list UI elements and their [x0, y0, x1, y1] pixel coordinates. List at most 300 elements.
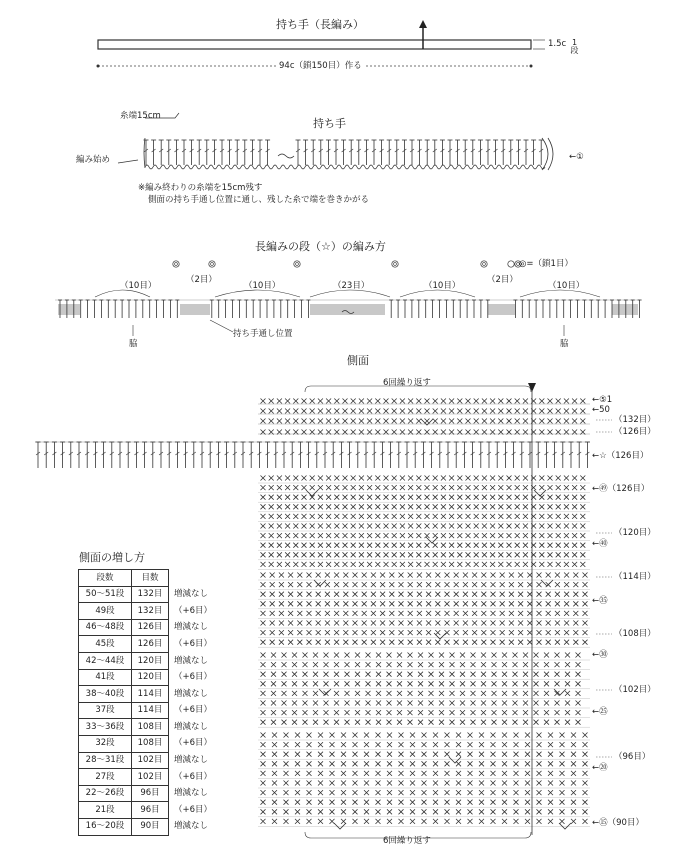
sc-stitch — [457, 504, 462, 509]
sc-stitch — [482, 543, 487, 548]
sc-stitch — [560, 752, 565, 757]
sc-stitch — [376, 672, 381, 677]
handle-thickness-label: 1.5c — [548, 39, 567, 49]
table-row — [79, 669, 216, 686]
sc-stitch — [534, 681, 539, 686]
sc-stitch — [539, 476, 544, 481]
sc-stitch — [318, 781, 323, 786]
sc-stitch — [463, 592, 468, 597]
table-cell: （+6目） — [174, 804, 213, 815]
sc-stitch — [572, 504, 577, 509]
sc-stitch — [376, 653, 381, 658]
dc-stitch — [519, 442, 524, 468]
table-cell: 114目 — [132, 702, 169, 719]
sc-stitch — [450, 653, 455, 658]
sc-stitch — [445, 733, 450, 738]
sc-stitch — [416, 399, 421, 404]
dc-stitch — [462, 442, 467, 468]
sc-stitch — [498, 552, 503, 557]
sc-stitch — [269, 409, 274, 414]
sc-stitch — [466, 409, 471, 414]
sc-stitch — [326, 485, 331, 490]
sc-stitch — [307, 819, 312, 824]
sc-stitch — [416, 524, 421, 529]
sc-stitch — [518, 582, 523, 587]
sc-stitch — [537, 573, 542, 578]
sc-stitch — [572, 430, 577, 435]
sc-stitch — [573, 630, 578, 635]
sc-stitch — [330, 771, 335, 776]
sc-stitch — [380, 601, 385, 606]
sc-stitch — [509, 640, 514, 645]
sc-stitch — [472, 573, 477, 578]
sc-stitch — [472, 611, 477, 616]
sc-stitch — [341, 790, 346, 795]
dc-stitch — [347, 442, 352, 468]
sc-stitch — [307, 752, 312, 757]
sc-stitch — [334, 573, 339, 578]
sc-stitch — [556, 430, 561, 435]
sc-stitch — [514, 761, 519, 766]
sc-stitch — [481, 582, 486, 587]
sc-stitch — [546, 611, 551, 616]
sc-stitch — [454, 573, 459, 578]
sc-stitch — [367, 552, 372, 557]
sc-stitch — [343, 485, 348, 490]
sc-stitch — [277, 430, 282, 435]
sc-stitch — [307, 809, 312, 814]
sc-stitch — [565, 701, 570, 706]
sc-stitch — [325, 592, 330, 597]
sc-stitch — [285, 430, 290, 435]
side-row-label: （108目） — [614, 629, 656, 639]
sc-stitch — [565, 720, 570, 725]
sc-stitch — [376, 710, 381, 715]
sc-stitch — [457, 524, 462, 529]
sc-stitch — [376, 733, 381, 738]
sc-stitch — [417, 640, 422, 645]
table-cell: （+6目） — [174, 771, 213, 782]
sc-stitch — [310, 533, 315, 538]
side-row-label: ←㉕ — [592, 707, 608, 717]
sc-stitch — [544, 720, 549, 725]
sc-stitch — [325, 582, 330, 587]
side-row-label: （120目） — [614, 528, 656, 538]
sc-stitch — [318, 761, 323, 766]
sc-stitch — [417, 621, 422, 626]
sc-stitch — [525, 752, 530, 757]
sc-stitch — [515, 504, 520, 509]
sc-stitch — [279, 630, 284, 635]
sc-stitch — [351, 514, 356, 519]
sc-stitch — [474, 409, 479, 414]
sc-stitch — [387, 701, 392, 706]
sc-stitch — [400, 495, 405, 500]
dc-stitch — [60, 442, 65, 468]
sc-stitch — [325, 621, 330, 626]
dc-stitch — [68, 442, 73, 468]
sc-stitch — [498, 430, 503, 435]
sc-stitch — [318, 430, 323, 435]
sc-stitch — [353, 809, 358, 814]
sc-stitch — [261, 621, 266, 626]
sc-stitch — [400, 533, 405, 538]
sc-stitch — [261, 504, 266, 509]
sc-stitch — [474, 533, 479, 538]
dc-stitch — [413, 442, 418, 468]
sc-stitch — [279, 640, 284, 645]
sc-stitch — [490, 543, 495, 548]
sc-stitch — [463, 573, 468, 578]
sc-stitch — [318, 476, 323, 481]
sc-stitch — [307, 582, 312, 587]
sc-stitch — [282, 672, 287, 677]
sc-stitch — [362, 601, 367, 606]
sc-stitch — [537, 733, 542, 738]
sc-stitch — [288, 601, 293, 606]
sc-stitch — [410, 790, 415, 795]
sc-stitch — [400, 430, 405, 435]
sc-stitch — [416, 430, 421, 435]
sc-stitch — [500, 573, 505, 578]
sc-stitch — [316, 592, 321, 597]
sc-stitch — [343, 573, 348, 578]
sc-stitch — [433, 771, 438, 776]
sc-stitch — [433, 495, 438, 500]
sc-stitch — [295, 742, 300, 747]
sc-stitch — [492, 662, 497, 667]
sc-stitch — [491, 771, 496, 776]
sc-stitch — [482, 430, 487, 435]
sc-stitch — [261, 790, 266, 795]
sc-stitch — [295, 781, 300, 786]
sc-stitch — [466, 514, 471, 519]
dc-row-title: 長編みの段（☆）の編み方 — [255, 240, 386, 253]
sc-stitch — [460, 672, 465, 677]
sc-stitch — [334, 592, 339, 597]
sc-stitch — [491, 573, 496, 578]
sc-stitch — [384, 533, 389, 538]
dc-gap-6: （2目） — [487, 275, 518, 285]
sc-stitch — [380, 621, 385, 626]
sc-stitch — [345, 681, 350, 686]
sc-stitch — [366, 681, 371, 686]
sc-stitch — [343, 562, 348, 567]
sc-stitch — [366, 662, 371, 667]
sc-stitch — [454, 640, 459, 645]
sc-stitch — [426, 592, 431, 597]
sc-stitch — [422, 742, 427, 747]
sc-stitch — [546, 640, 551, 645]
sc-stitch — [571, 761, 576, 766]
sc-stitch — [472, 592, 477, 597]
sc-stitch — [307, 573, 312, 578]
sc-stitch — [449, 562, 454, 567]
sc-stitch — [261, 601, 266, 606]
sc-stitch — [408, 504, 413, 509]
sc-stitch — [408, 640, 413, 645]
sc-stitch — [392, 430, 397, 435]
sc-stitch — [302, 552, 307, 557]
sc-stitch — [457, 533, 462, 538]
table-row — [79, 818, 216, 835]
sc-stitch — [555, 681, 560, 686]
sc-stitch — [500, 611, 505, 616]
sc-stitch — [435, 640, 440, 645]
dc-gap-1: （10目） — [120, 281, 157, 291]
sc-stitch — [400, 409, 405, 414]
sc-stitch — [387, 819, 392, 824]
sc-stitch — [292, 672, 297, 677]
sc-stitch — [310, 552, 315, 557]
sc-stitch — [474, 399, 479, 404]
sc-stitch — [417, 630, 422, 635]
increase-mark — [434, 633, 446, 639]
sc-stitch — [583, 752, 588, 757]
sc-stitch — [565, 691, 570, 696]
sc-stitch — [429, 681, 434, 686]
sc-stitch — [384, 430, 389, 435]
sc-stitch — [416, 495, 421, 500]
sc-stitch — [307, 733, 312, 738]
sc-stitch — [418, 691, 423, 696]
sc-stitch — [518, 621, 523, 626]
dc-stitch — [421, 442, 426, 468]
sc-stitch — [359, 543, 364, 548]
sc-stitch — [316, 573, 321, 578]
sc-stitch — [408, 562, 413, 567]
sc-stitch — [410, 819, 415, 824]
sc-stitch — [527, 592, 532, 597]
sc-stitch — [523, 476, 528, 481]
dc-stitch — [257, 442, 262, 468]
sc-stitch — [537, 601, 542, 606]
sc-stitch — [399, 630, 404, 635]
sc-stitch — [371, 630, 376, 635]
table-cell: 増減なし — [174, 788, 209, 799]
sc-stitch — [515, 514, 520, 519]
sc-stitch — [471, 662, 476, 667]
sc-stitch — [548, 543, 553, 548]
sc-stitch — [400, 543, 405, 548]
sc-stitch — [353, 761, 358, 766]
sc-stitch — [261, 809, 266, 814]
sc-stitch — [392, 543, 397, 548]
sc-stitch — [416, 476, 421, 481]
sc-stitch — [384, 485, 389, 490]
sc-stitch — [389, 630, 394, 635]
sc-stitch — [408, 653, 413, 658]
sc-stitch — [277, 524, 282, 529]
handle-title: 持ち手（長編み） — [276, 18, 364, 31]
sc-stitch — [450, 720, 455, 725]
sc-stitch — [548, 552, 553, 557]
sc-stitch — [518, 573, 523, 578]
sc-stitch — [408, 533, 413, 538]
sc-stitch — [518, 601, 523, 606]
table-cell: （+6目） — [174, 738, 213, 749]
sc-stitch — [272, 819, 277, 824]
sc-stitch — [435, 582, 440, 587]
sc-stitch — [380, 630, 385, 635]
dc-stitch — [569, 442, 574, 468]
sc-stitch — [498, 524, 503, 529]
sc-stitch — [548, 752, 553, 757]
sc-stitch — [416, 533, 421, 538]
sc-stitch — [556, 409, 561, 414]
sc-stitch — [341, 761, 346, 766]
sc-stitch — [555, 653, 560, 658]
sc-stitch — [539, 533, 544, 538]
sc-stitch — [269, 524, 274, 529]
sc-stitch — [576, 691, 581, 696]
sc-stitch — [482, 409, 487, 414]
sc-stitch — [277, 504, 282, 509]
sc-stitch — [481, 681, 486, 686]
table-cell: 16〜20段 — [79, 818, 132, 835]
sc-stitch — [345, 691, 350, 696]
sc-stitch — [302, 504, 307, 509]
dc-stitch — [134, 442, 139, 468]
sc-stitch — [498, 476, 503, 481]
sc-stitch — [573, 601, 578, 606]
handle-width-label: 94c（鎖150目）作る — [276, 62, 365, 71]
sc-stitch — [366, 701, 371, 706]
sc-stitch — [463, 582, 468, 587]
dc-stitch — [536, 442, 541, 468]
sc-stitch — [261, 524, 266, 529]
table-row — [79, 702, 216, 719]
sc-stitch — [334, 409, 339, 414]
sc-stitch — [330, 752, 335, 757]
sc-stitch — [491, 781, 496, 786]
sc-stitch — [288, 621, 293, 626]
sc-stitch — [491, 640, 496, 645]
sc-stitch — [583, 781, 588, 786]
sc-stitch — [324, 662, 329, 667]
sc-stitch — [466, 533, 471, 538]
sc-stitch — [270, 601, 275, 606]
sc-stitch — [433, 543, 438, 548]
sc-stitch — [367, 533, 372, 538]
sc-stitch — [351, 495, 356, 500]
sc-stitch — [460, 691, 465, 696]
sc-stitch — [572, 514, 577, 519]
sc-stitch — [546, 592, 551, 597]
sc-stitch — [387, 790, 392, 795]
sc-stitch — [392, 524, 397, 529]
sc-stitch — [433, 552, 438, 557]
sc-stitch — [580, 533, 585, 538]
sc-stitch — [307, 640, 312, 645]
sc-stitch — [366, 720, 371, 725]
sc-stitch — [556, 485, 561, 490]
sc-stitch — [468, 790, 473, 795]
sc-stitch — [392, 419, 397, 424]
sc-stitch — [318, 742, 323, 747]
sc-stitch — [313, 701, 318, 706]
sc-stitch — [456, 742, 461, 747]
sc-stitch — [261, 485, 266, 490]
sc-stitch — [472, 582, 477, 587]
sc-stitch — [445, 601, 450, 606]
table-cell: 増減なし — [174, 589, 209, 600]
sc-stitch — [277, 543, 282, 548]
dc-stitch — [142, 442, 147, 468]
sc-stitch — [362, 611, 367, 616]
sc-stitch — [364, 733, 369, 738]
sc-stitch — [572, 485, 577, 490]
sc-stitch — [353, 592, 358, 597]
sc-stitch — [307, 761, 312, 766]
side-row-label: （102目） — [614, 685, 656, 695]
sc-stitch — [359, 562, 364, 567]
sc-stitch — [445, 621, 450, 626]
sc-stitch — [367, 485, 372, 490]
sc-stitch — [272, 761, 277, 766]
sc-stitch — [392, 399, 397, 404]
sc-stitch — [384, 504, 389, 509]
sc-stitch — [318, 800, 323, 805]
sc-stitch — [324, 672, 329, 677]
sc-stitch — [353, 819, 358, 824]
sc-stitch — [474, 524, 479, 529]
sc-stitch — [399, 640, 404, 645]
sc-stitch — [261, 533, 266, 538]
sc-stitch — [417, 601, 422, 606]
sc-stitch — [293, 514, 298, 519]
dc-stitch — [126, 442, 131, 468]
sc-stitch — [507, 476, 512, 481]
sc-stitch — [375, 409, 380, 414]
sc-stitch — [392, 504, 397, 509]
sc-stitch — [334, 533, 339, 538]
sc-stitch — [548, 495, 553, 500]
sc-stitch — [583, 582, 588, 587]
sc-stitch — [292, 681, 297, 686]
table-cell: 114目 — [132, 686, 169, 703]
sc-stitch — [422, 752, 427, 757]
sc-stitch — [507, 419, 512, 424]
repeat-bracket-top — [305, 386, 531, 392]
sc-stitch — [284, 790, 289, 795]
sc-stitch — [416, 419, 421, 424]
sc-stitch — [441, 409, 446, 414]
sc-stitch — [439, 653, 444, 658]
sc-stitch — [269, 476, 274, 481]
sc-stitch — [277, 409, 282, 414]
sc-stitch — [408, 720, 413, 725]
sc-stitch — [318, 752, 323, 757]
sc-stitch — [439, 691, 444, 696]
sc-stitch — [556, 533, 561, 538]
dc-stitch — [298, 442, 303, 468]
sc-stitch — [560, 742, 565, 747]
sc-stitch — [539, 524, 544, 529]
sc-stitch — [367, 430, 372, 435]
sc-stitch — [376, 752, 381, 757]
sc-stitch — [355, 653, 360, 658]
sc-stitch — [334, 653, 339, 658]
sc-stitch — [525, 781, 530, 786]
sc-stitch — [417, 582, 422, 587]
sc-stitch — [564, 592, 569, 597]
sc-stitch — [564, 573, 569, 578]
sc-stitch — [523, 691, 528, 696]
sc-stitch — [525, 733, 530, 738]
sc-stitch — [410, 733, 415, 738]
sc-stitch — [376, 662, 381, 667]
